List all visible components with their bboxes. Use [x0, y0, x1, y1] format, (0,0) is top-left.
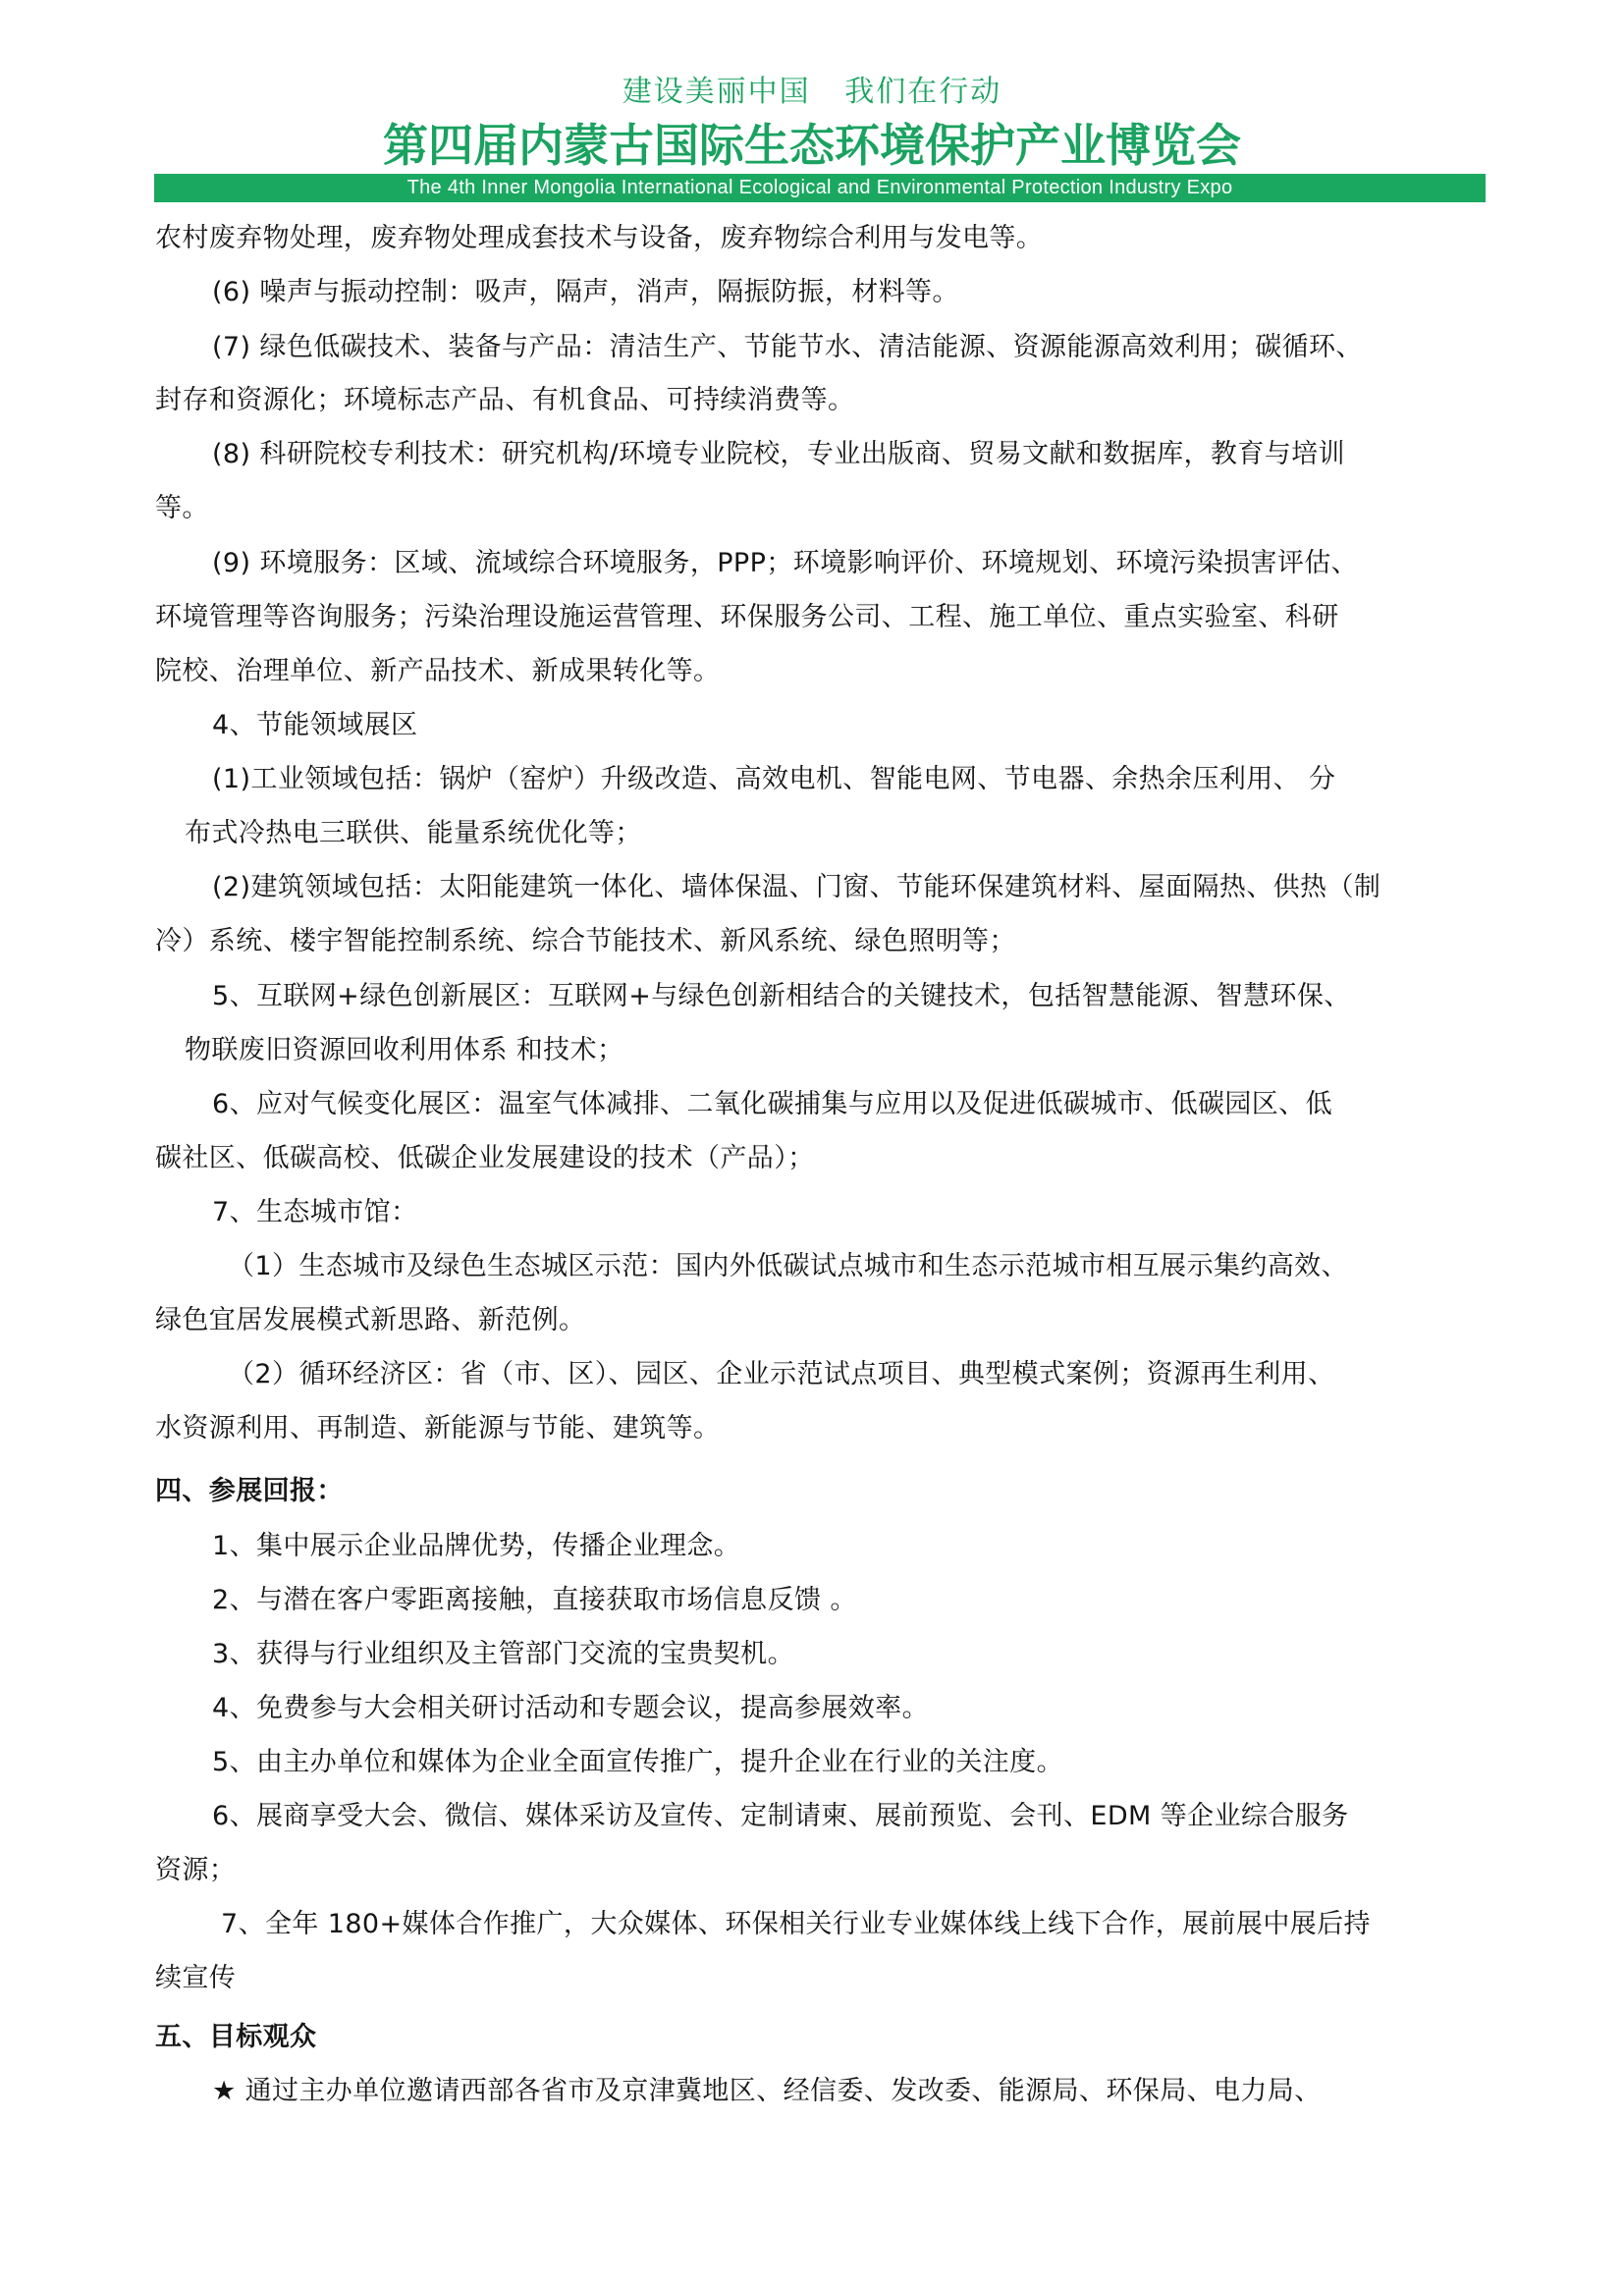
body-line: (2)建筑领域包括：太阳能建筑一体化、墙体保温、门窗、节能环保建筑材料、屋面隔热、供热（制 — [212, 872, 1381, 902]
body-line: (9) 环境服务：区域、流域综合环境服务，PPP；环境影响评价、环境规划、环境污染损害评估、 — [212, 548, 1359, 578]
body-line: 冷）系统、楼宇智能控制系统、综合节能技术、新风系统、绿色照明等； — [155, 926, 1016, 956]
section-heading-energy: 4、节能领域展区 — [212, 710, 418, 740]
body-line: 物联废旧资源回收利用体系 和技术； — [185, 1035, 624, 1065]
audience-item — [212, 2075, 1322, 2108]
returns-item: 5、由主办单位和媒体为企业全面宣传推广，提升企业在行业的关注度。 — [212, 1747, 1063, 1777]
returns-item: 4、免费参与大会相关研讨活动和专题会议，提高参展效率。 — [212, 1693, 929, 1723]
body-line: (1)工业领域包括：锅炉（窑炉）升级改造、高效电机、智能电网、节电器、余热余压利用、 分 — [212, 764, 1336, 794]
body-line: 布式冷热电三联供、能量系统优化等； — [185, 818, 642, 848]
body-line: 水资源利用、再制造、新能源与节能、建筑等。 — [155, 1413, 721, 1443]
body-line: 院校、治理单位、新产品技术、新成果转化等。 — [155, 656, 721, 686]
body-line: 封存和资源化；环境标志产品、有机食品、可持续消费等。 — [155, 385, 855, 415]
returns-item: 6、展商享受大会、微信、媒体采访及宣传、定制请柬、展前预览、会刊、EDM 等企业综合服务 — [212, 1801, 1349, 1831]
body-line: 农村废弃物处理，废弃物处理成套技术与设备，废弃物综合利用与发电等。 — [155, 223, 1044, 253]
body-line: （1）生态城市及绿色生态城区示范：国内外低碳试点城市和生态示范城市相互展示集约高效、 — [228, 1251, 1348, 1281]
audience-item-text: 通过主办单位邀请西部各省市及京津冀地区、经信委、发改委、能源局、环保局、电力局、 — [244, 2076, 1322, 2106]
header-english-banner: The 4th Inner Mongolia International Ecological and Environmental Protection Industry Expo — [154, 174, 1486, 202]
returns-item: 1、集中展示企业品牌优势，传播企业理念。 — [212, 1531, 741, 1561]
body-line: 6、应对气候变化展区：温室气体减排、二氧化碳捕集与应用以及促进低碳城市、低碳园区、低 — [212, 1089, 1332, 1119]
header-slogan: 建设美丽中国 我们在行动 — [622, 75, 1002, 109]
body-line: 绿色宜居发展模式新思路、新范例。 — [155, 1305, 586, 1335]
returns-item: 3、获得与行业组织及主管部门交流的宝贵契机。 — [212, 1639, 794, 1669]
body-line: 等。 — [155, 493, 209, 523]
body-line: (7) 绿色低碳技术、装备与产品：清洁生产、节能节水、清洁能源、资源能源高效利用；碳循环、 — [212, 332, 1363, 362]
body-line: (8) 科研院校专利技术：研究机构/环境专业院校，专业出版商、贸易文献和数据库，教育与培训 — [212, 439, 1345, 469]
returns-item: 续宣传 — [155, 1963, 237, 1993]
body-line: (6) 噪声与振动控制：吸声，隔声，消声，隔振防振，材料等。 — [212, 277, 959, 307]
body-line: 碳社区、低碳高校、低碳企业发展建设的技术（产品）； — [155, 1143, 815, 1173]
returns-item: 2、与潜在客户零距离接触，直接获取市场信息反馈 。 — [212, 1585, 857, 1615]
section-heading-audience: 五、目标观众 — [155, 2022, 317, 2052]
returns-item: 7、全年 180+媒体合作推广，大众媒体、环保相关行业专业媒体线上线下合作，展前展中展后持 — [221, 1909, 1371, 1939]
section-heading-eco-city: 7、生态城市馆： — [212, 1197, 418, 1227]
body-line: （2）循环经济区：省（市、区）、园区、企业示范试点项目、典型模式案例；资源再生利用、 — [228, 1359, 1335, 1389]
header-title: 第四届内蒙古国际生态环境保护产业博览会 — [383, 119, 1241, 172]
body-line: 环境管理等咨询服务；污染治理设施运营管理、环保服务公司、工程、施工单位、重点实验室、科研 — [155, 602, 1339, 632]
section-heading-returns: 四、参展回报： — [155, 1476, 344, 1506]
star-icon: ★ — [212, 2076, 237, 2106]
returns-item: 资源； — [155, 1855, 237, 1885]
body-line: 5、互联网+绿色创新展区：互联网+与绿色创新相结合的关键技术，包括智慧能源、智慧环保、 — [212, 981, 1351, 1011]
